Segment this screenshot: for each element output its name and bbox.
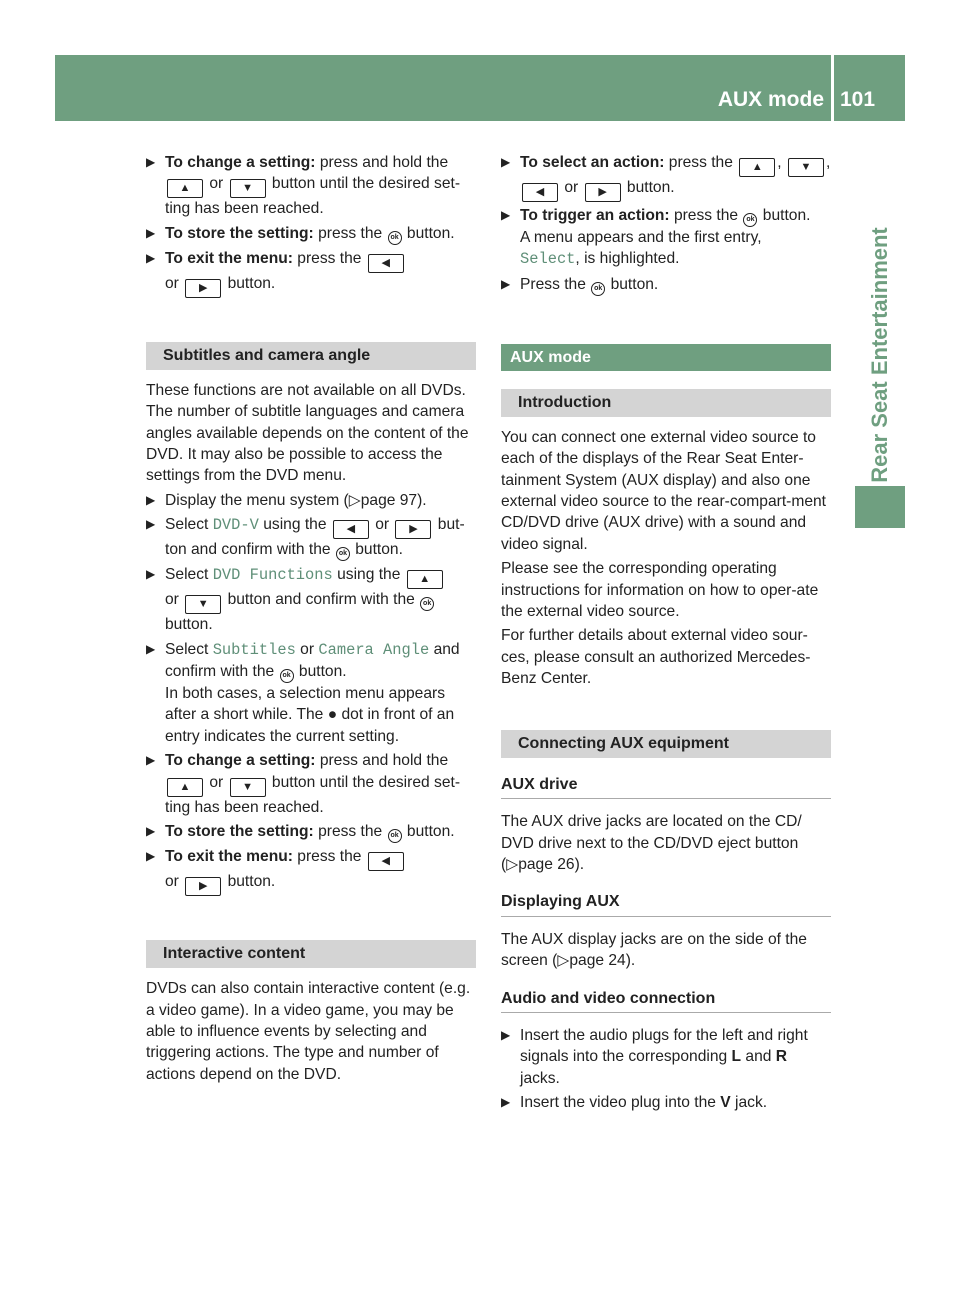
intro-paragraph-1: You can connect one external video source to each of the displays of the Rear Seat Enter-tainment System (AUX display) and also one external video source to the rear-compart-ment CD/DVD drive (AUX drive) with a sound and video signal. bbox=[501, 428, 827, 553]
step-change-setting: ▶ To change a setting: press and hold the ▲ or ▼ button until the desired set-ting has been reached. bbox=[146, 154, 461, 218]
ok-button-icon: ok bbox=[280, 669, 294, 683]
menu-item-dvdv: DVD-V bbox=[212, 516, 259, 535]
up-key-icon: ▲ bbox=[739, 158, 775, 177]
page-ref-icon: ▷ bbox=[506, 855, 519, 873]
left-key-icon: ◀ bbox=[368, 852, 404, 871]
step-display-menu: ▶ Display the menu system (▷page 97). bbox=[146, 490, 476, 511]
header-title: AUX mode bbox=[717, 88, 824, 111]
section-heading-subtitles: Subtitles and camera angle bbox=[146, 342, 476, 370]
step-arrow-icon: ▶ bbox=[146, 250, 156, 265]
step-arrow-icon: ▶ bbox=[146, 641, 156, 656]
chapter-heading-aux-mode: AUX mode bbox=[501, 344, 831, 371]
step-change-setting-2: ▶ To change a setting: press and hold the ▲ or ▼ button until the desired set-ting has been reached. bbox=[146, 752, 461, 816]
step-arrow-icon: ▶ bbox=[501, 1027, 511, 1042]
section-heading-interactive: Interactive content bbox=[146, 940, 476, 968]
right-key-icon: ▶ bbox=[185, 279, 221, 298]
step-exit-menu-2: ▶ To exit the menu: press the ◀ or ▶ button. bbox=[146, 846, 476, 896]
down-key-icon: ▼ bbox=[788, 158, 824, 177]
menu-item-camera-angle: Camera Angle bbox=[318, 640, 430, 659]
ok-button-icon: ok bbox=[591, 282, 605, 296]
up-key-icon: ▲ bbox=[167, 778, 203, 797]
step-select-dvd-functions: ▶ Select DVD Functions using the ▲ or ▼ button and confirm with the ok button. bbox=[146, 564, 476, 635]
step-arrow-icon: ▶ bbox=[146, 225, 156, 240]
ok-button-icon: ok bbox=[743, 213, 757, 227]
left-column bbox=[146, 152, 476, 1088]
step-insert-video: ▶ Insert the video plug into the V jack. bbox=[501, 1092, 831, 1113]
step-store-setting: ▶ To store the setting: press the ok button. bbox=[146, 223, 476, 245]
dot-icon: ● bbox=[327, 706, 338, 724]
header-separator bbox=[831, 55, 834, 121]
menu-item-select: Select bbox=[520, 250, 576, 269]
step-arrow-icon: ▶ bbox=[501, 155, 511, 169]
step-arrow-icon: ▶ bbox=[501, 1095, 511, 1110]
step-store-setting-2: ▶ To store the setting: press the ok button. bbox=[146, 821, 476, 843]
right-column bbox=[501, 152, 831, 1117]
section-heading-introduction: Introduction bbox=[501, 389, 831, 417]
side-chapter-label: Rear Seat Entertainment bbox=[867, 227, 892, 483]
page-ref-icon: ▷ bbox=[557, 952, 570, 970]
subtitles-paragraph: These functions are not available on all DVDs. The number of subtitle languages and camera angles available depends on the content of the DVD. It may also be possible to access the settings from the DVD menu. bbox=[146, 381, 469, 485]
step-arrow-icon: ▶ bbox=[146, 492, 156, 507]
step-arrow-icon: ▶ bbox=[146, 849, 156, 864]
aux-drive-paragraph: The AUX drive jacks are located on the CD/ DVD drive next to the CD/DVD eject button (▷page 26). bbox=[501, 813, 802, 873]
left-key-icon: ◀ bbox=[333, 520, 369, 539]
step-arrow-icon: ▶ bbox=[146, 567, 156, 582]
interactive-paragraph: DVDs can also contain interactive content (e.g. a video game). In a video game, you may be able to influence events by selecting and triggering actions. The type and number of actions depend on the DVD. bbox=[146, 980, 471, 1083]
left-key-icon: ◀ bbox=[522, 183, 558, 202]
ok-button-icon: ok bbox=[388, 829, 402, 843]
menu-item-subtitles: Subtitles bbox=[212, 640, 296, 659]
step-select-subtitles: ▶ Select Subtitles or Camera Angle and confirm with the ok button. In both cases, a selection menu appears after a short while. The ● dot in front of an entry indicates the current setting. bbox=[146, 640, 460, 745]
step-arrow-icon: ▶ bbox=[146, 517, 156, 532]
ok-button-icon: ok bbox=[420, 597, 434, 611]
subheading-displaying-aux: Displaying AUX bbox=[501, 891, 831, 916]
right-key-icon: ▶ bbox=[185, 877, 221, 896]
step-select-action: ▶ To select an action: press the ▲ , ▼ , ◀ or ▶ button. bbox=[501, 152, 831, 202]
step-press-ok: ▶ Press the ok button. bbox=[501, 274, 831, 296]
step-arrow-icon: ▶ bbox=[146, 753, 156, 768]
ok-button-icon: ok bbox=[388, 231, 402, 245]
down-key-icon: ▼ bbox=[230, 179, 266, 198]
right-key-icon: ▶ bbox=[585, 183, 621, 202]
chapter-tab bbox=[855, 486, 905, 528]
intro-paragraph-2: Please see the corresponding operating instructions for information on how to oper-ate the external video source. bbox=[501, 560, 819, 621]
page-ref-icon: ▷ bbox=[348, 491, 361, 509]
left-key-icon: ◀ bbox=[368, 254, 404, 273]
step-select-dvdv: ▶ Select DVD-V using the ◀ or ▶ but-ton and confirm with the ok button. bbox=[146, 514, 476, 561]
step-trigger-action: ▶ To trigger an action: press the ok button. A menu appears and the first entry, Select, is highlighted. bbox=[501, 207, 811, 269]
up-key-icon: ▲ bbox=[167, 179, 203, 198]
step-insert-audio: ▶ Insert the audio plugs for the left and right signals into the corresponding L and R jacks. bbox=[501, 1026, 808, 1087]
down-key-icon: ▼ bbox=[185, 595, 221, 614]
step-arrow-icon: ▶ bbox=[501, 208, 511, 222]
section-heading-connecting: Connecting AUX equipment bbox=[501, 730, 831, 758]
down-key-icon: ▼ bbox=[230, 778, 266, 797]
step-arrow-icon: ▶ bbox=[146, 155, 156, 169]
step-arrow-icon: ▶ bbox=[146, 824, 156, 839]
ok-button-icon: ok bbox=[336, 547, 350, 561]
menu-item-dvd-functions: DVD Functions bbox=[212, 566, 333, 585]
right-key-icon: ▶ bbox=[395, 520, 431, 539]
up-key-icon: ▲ bbox=[407, 570, 443, 589]
page-number: 101 bbox=[840, 88, 876, 111]
displaying-aux-paragraph: The AUX display jacks are on the side of the screen (▷page 24). bbox=[501, 930, 807, 970]
step-exit-menu: ▶ To exit the menu: press the ◀ or ▶ button. bbox=[146, 248, 476, 298]
step-arrow-icon: ▶ bbox=[501, 276, 511, 291]
intro-paragraph-3: For further details about external video sour-ces, please consult an authorized Mercedes-Benz Center. bbox=[501, 627, 811, 688]
subheading-audio-video: Audio and video connection bbox=[501, 988, 831, 1013]
subheading-aux-drive: AUX drive bbox=[501, 774, 831, 799]
